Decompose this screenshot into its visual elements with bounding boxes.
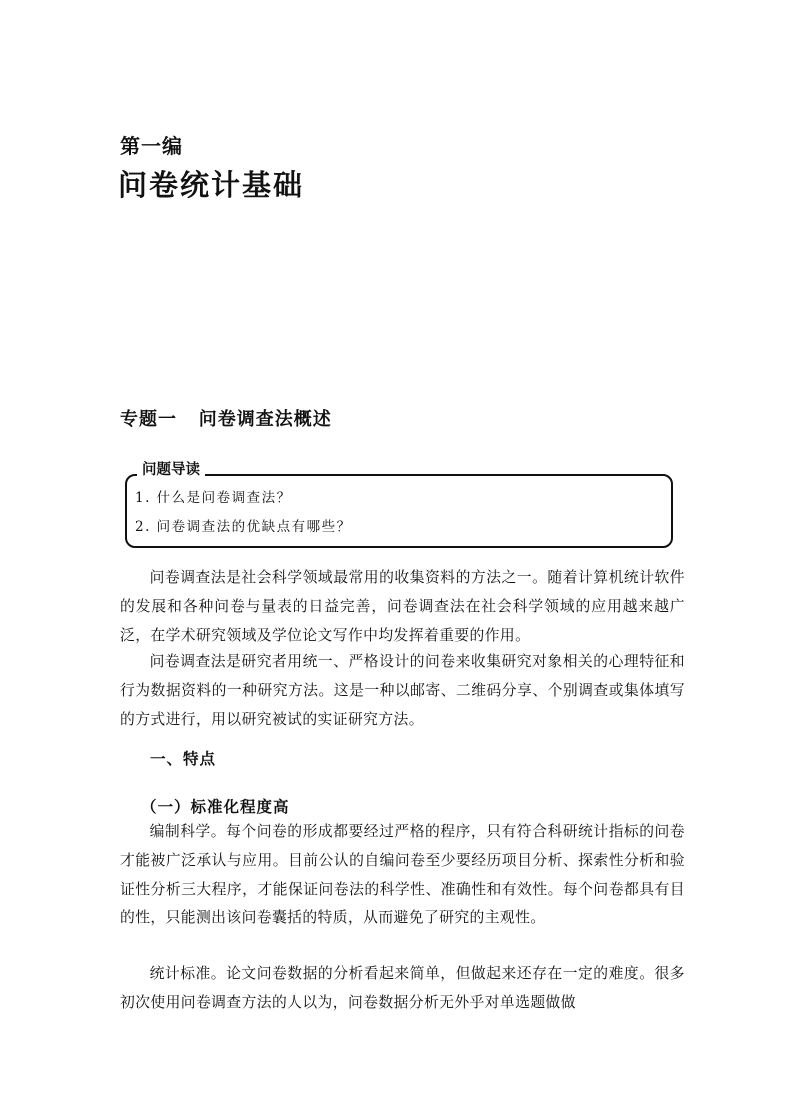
paragraph-standard-1: 编制科学。每个问卷的形成都要经过严格的程序，只有符合科研统计指标的问卷才能被广泛承认与应用。目前公认的自编问卷至少要经历项目分析、探索性分析和验证性分析三大程序，才能保证问卷法的科学性、准确性和有效性。每个问卷都具有目的性，只能测出该问卷囊括的特质，从而避免了研究的主观性。: [120, 823, 685, 927]
paragraph-intro-2: 问卷调查法是研究者用统一、严格设计的问卷来收集研究对象相关的心理特征和行为数据资料的一种研究方法。这是一种以邮寄、二维码分享、个别调查或集体填写的方式进行，用以研究被试的实证研究方法。: [120, 653, 685, 728]
paragraph-standard-2: 统计标准。论文问卷数据的分析看起来简单，但做起来还存在一定的难度。很多初次使用问卷调查方法的人以为，问卷数据分析无外乎对单选题做做: [120, 965, 685, 1011]
section-heading-features: 一、特点: [150, 750, 217, 768]
part-label: 第一编: [120, 134, 183, 158]
subsection-heading-standardization: （一）标准化程度高: [141, 798, 290, 816]
topic-title: 专题一 问卷调查法概述: [120, 409, 332, 430]
part-title: 问卷统计基础: [118, 168, 305, 202]
guide-box: [125, 474, 673, 548]
guide-question-1: 1. 什么是问卷调查法？: [135, 490, 292, 506]
guide-label: 问题导读: [137, 460, 205, 480]
guide-question-2: 2. 问卷调查法的优缺点有哪些？: [135, 519, 352, 535]
paragraph-intro-1: 问卷调查法是社会科学领域最常用的收集资料的方法之一。随着计算机统计软件的发展和各种问卷与量表的日益完善，问卷调查法在社会科学领域的应用越来越广泛，在学术研究领域及学位论文写作中均发挥着重要的作用。: [120, 569, 685, 644]
